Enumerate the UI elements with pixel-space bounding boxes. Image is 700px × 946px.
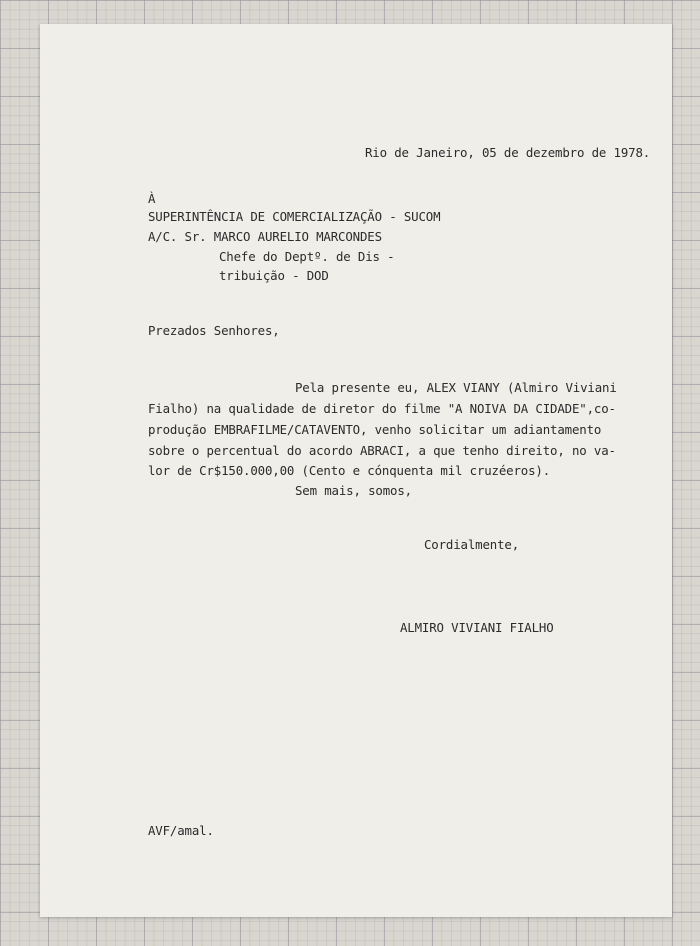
body-line-1: Pela presente eu, ALEX VIANY (Almiro Viviani [295,380,617,395]
closing-line: Sem mais, somos, [295,483,412,498]
recipient-attention: A/C. Sr. MARCO AURELIO MARCONDES [148,229,382,244]
body-line-2: Fialho) na qualidade de diretor do filme "A NOIVA DA CIDADE",co- [148,401,616,416]
body-line-3: produção EMBRAFILME/CATAVENTO, venho solicitar um adiantamento [148,422,602,437]
recipient-role-line-1: Chefe do Deptº. de Dis - [219,249,395,264]
recipient-role-line-2: tribuição - DOD [219,268,329,283]
recipient-organization: SUPERINTÊNCIA DE COMERCIALIZAÇÃO - SUCOM [148,209,441,224]
greeting: Prezados Senhores, [148,323,280,338]
recipient-prefix: À [148,191,156,206]
sign-off: Cordialmente, [424,537,520,552]
signature-name: ALMIRO VIVIANI FIALHO [400,620,554,635]
body-line-5: lor de Cr$150.000,00 (Cento e cónquenta mil cruzéeros). [148,463,551,478]
place-date: Rio de Janeiro, 05 de dezembro de 1978. [365,145,651,160]
reference-initials: AVF/amal. [148,823,214,838]
body-line-4: sobre o percentual do acordo ABRACI, a que tenho direito, no va- [148,443,616,458]
letter-sheet [40,24,672,917]
